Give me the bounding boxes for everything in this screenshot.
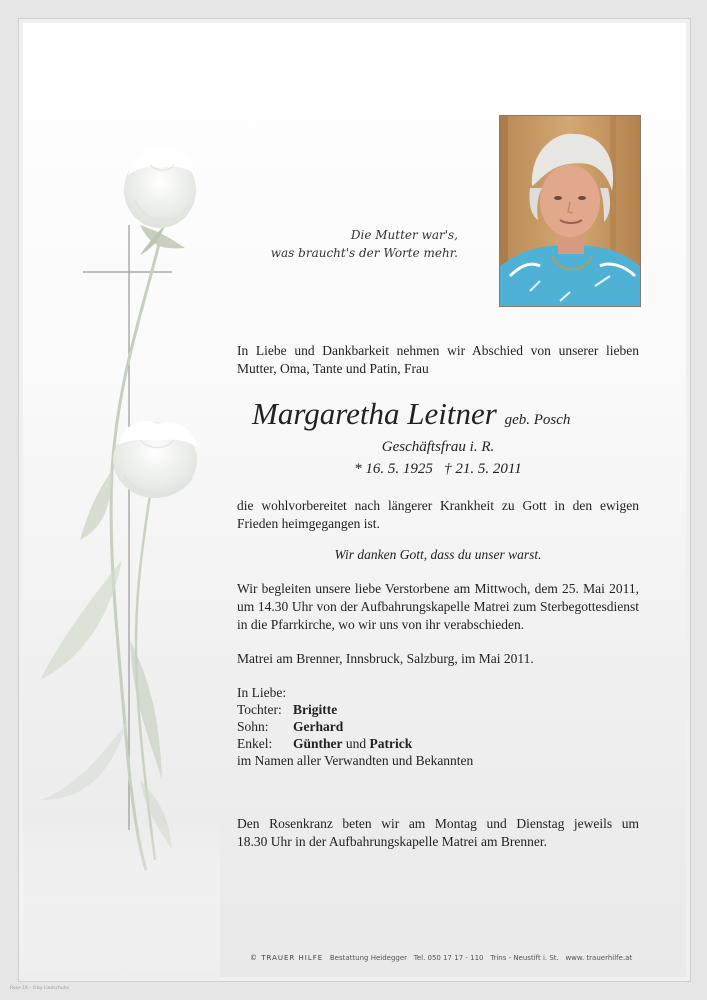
mourners-heading: In Liebe: xyxy=(237,685,287,700)
thanks-line: Wir danken Gott, dass du unser warst. xyxy=(334,547,542,562)
top-rose-icon xyxy=(124,148,196,228)
quote-line-2: was braucht's der Worte mehr. xyxy=(270,246,458,260)
portrait-image xyxy=(500,116,640,306)
and-word: und xyxy=(345,736,367,751)
funeral-line-3: in die Pfarrkirche, wo wir uns von ihr verabschieden. xyxy=(237,617,525,632)
mourner-grandchildren xyxy=(237,735,412,753)
footer-website-link[interactable]: www. trauerhilfe.at xyxy=(565,954,633,962)
footer-phone: Tel. 050 17 17 - 110 xyxy=(413,954,484,962)
deceased-name-block xyxy=(252,396,570,432)
birth-name: geb. Posch xyxy=(504,412,571,428)
footer-location: Trins - Neustift i. St. xyxy=(490,954,559,962)
daughter-label: Tochter: xyxy=(237,702,282,717)
son-name: Gerhard xyxy=(293,719,344,734)
relatives-line: im Namen aller Verwandten und Bekannten xyxy=(237,753,474,768)
footer-brand: © TRAUER HILFE xyxy=(250,954,324,962)
portrait-photo xyxy=(499,115,641,307)
rosary-line-2: 18.30 Uhr in der Aufbahrungskapelle Matrei am Brenner. xyxy=(237,834,548,849)
intro-line-1: In Liebe und Dankbarkeit nehmen wir Abschied von unserer lieben xyxy=(237,343,639,358)
place-date: Matrei am Brenner, Innsbruck, Salzburg, im Mai 2011. xyxy=(237,651,534,666)
rosary-line-1: Den Rosenkranz beten wir am Montag und Dienstag jeweils um xyxy=(237,816,639,831)
grandchildren-label: Enkel: xyxy=(237,736,273,751)
son-label: Sohn: xyxy=(237,719,269,734)
bottom-rose-icon xyxy=(113,421,198,498)
intro-line-2: Mutter, Oma, Tante und Patin, Frau xyxy=(237,361,429,376)
funeral-line-2: um 14.30 Uhr von der Aufbahrungskapelle Matrei zum Sterbegottesdienst xyxy=(237,599,639,614)
quote-line-1: Die Mutter war's, xyxy=(350,228,458,242)
occupation: Geschäftsfrau i. R. xyxy=(381,439,495,455)
footer xyxy=(250,954,632,962)
imprint: Rose 16 - ©by Liedschuhs xyxy=(10,986,69,991)
funeral-line-1: Wir begleiten unsere liebe Verstorbene am Mittwoch, dem 25. Mai 2011, xyxy=(237,581,639,596)
grandchild-1-name: Günther xyxy=(293,736,343,751)
footer-funeral-home: Bestattung Heidegger xyxy=(329,954,408,962)
life-dates: * 16. 5. 1925 † 21. 5. 2011 xyxy=(354,461,522,477)
mourner-daughter xyxy=(237,701,337,719)
passing-line-1: die wohlvorbereitet nach längerer Krankheit zu Gott in den ewigen xyxy=(237,498,639,513)
daughter-name: Brigitte xyxy=(293,702,338,717)
grandchild-2-name: Patrick xyxy=(369,736,413,751)
mourner-son xyxy=(237,718,343,736)
quote xyxy=(250,226,458,262)
passing-line-2: Frieden heimgegangen ist. xyxy=(237,516,380,531)
deceased-name: Margaretha Leitner xyxy=(252,396,497,431)
